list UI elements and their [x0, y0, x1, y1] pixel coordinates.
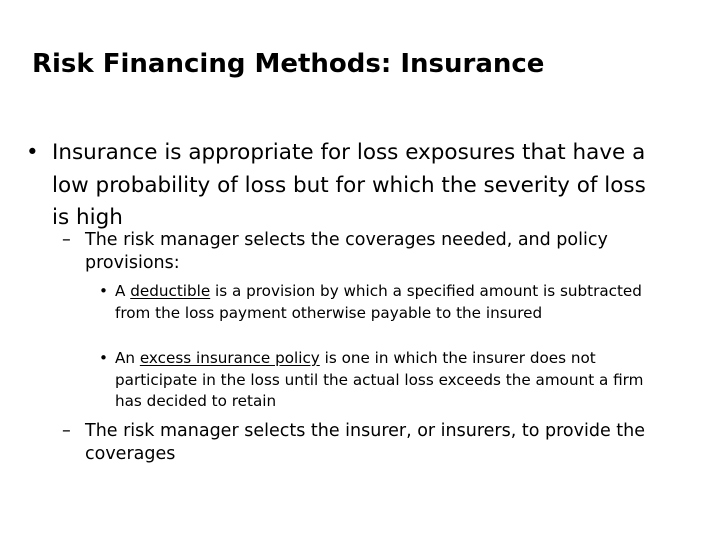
- bullet-text: Insurance is appropriate for loss exposures that have a low probability of loss but for which the severity of loss is high: [52, 140, 646, 230]
- sub-bullet-coverages-needed: [62, 229, 662, 275]
- bullet-insurance-appropriate: [26, 137, 666, 235]
- term-deductible: deductible: [130, 282, 211, 300]
- sub-bullet-text: The risk manager selects the coverages needed, and policy provisions:: [85, 230, 608, 273]
- dash-marker: –: [62, 230, 71, 250]
- bullet-marker: •: [26, 140, 39, 165]
- sub-bullet-text: The risk manager selects the insurer, or insurers, to provide the coverages: [85, 421, 645, 464]
- bullet-marker: •: [99, 282, 108, 300]
- sub-sub-bullet-deductible: [99, 281, 664, 324]
- dash-marker: –: [62, 421, 71, 441]
- sub-sub-bullet-excess-policy: [99, 348, 664, 413]
- slide-title: Risk Financing Methods: Insurance: [32, 49, 545, 79]
- text-prefix: An: [115, 349, 140, 367]
- text-prefix: A: [115, 282, 131, 300]
- sub-bullet-selects-insurer: [62, 420, 662, 466]
- sub-sub-bullet-text: [115, 348, 664, 413]
- sub-sub-bullet-text: [115, 281, 664, 324]
- bullet-marker: •: [99, 349, 108, 367]
- text-suffix: is a provision by which a specified amount is subtracted from the loss payment otherwise payable to the insured: [115, 282, 642, 322]
- text-suffix: is one in which the insurer does not participate in the loss until the actual loss exceeds the amount a firm has decided to retain: [115, 349, 644, 410]
- term-excess-insurance-policy: excess insurance policy: [139, 349, 320, 367]
